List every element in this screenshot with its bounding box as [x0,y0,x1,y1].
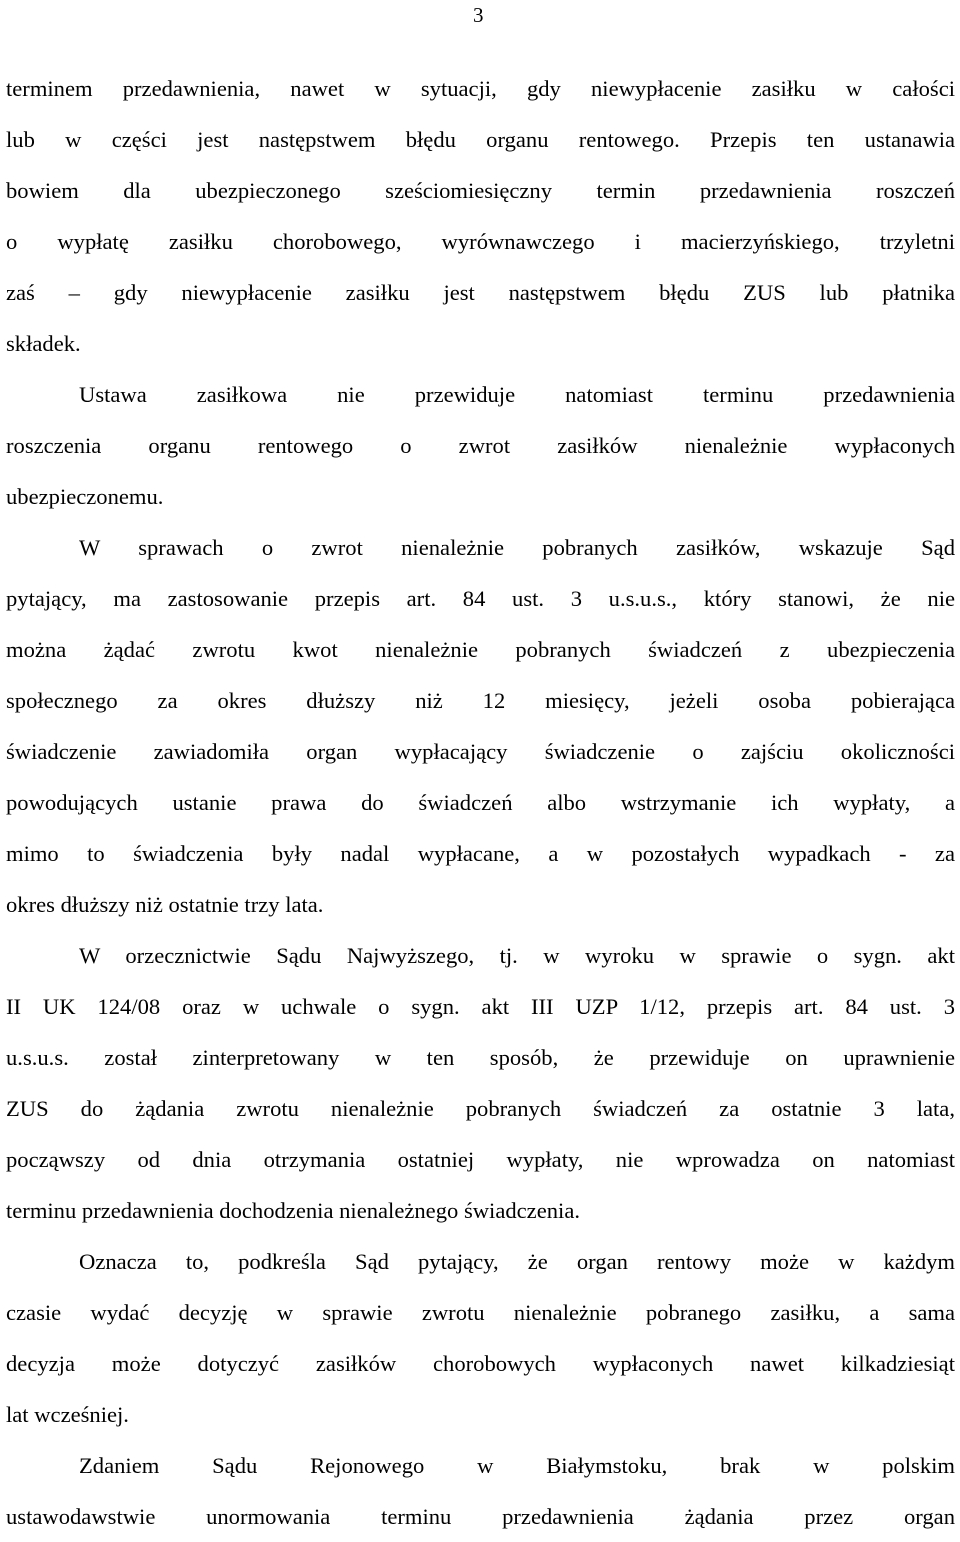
document-body [6,63,955,1542]
text-line: lub w części jest następstwem błędu organu rentowego. Przepis ten ustanawia [6,127,955,152]
paragraph [6,1236,955,1440]
text-line: II UK 124/08 oraz w uchwale o sygn. akt III UZP 1/12, przepis art. 84 ust. 3 [6,994,955,1019]
paragraph [6,522,955,930]
text-line: okres dłuższy niż ostatnie trzy lata. [6,892,324,917]
text-line: roszczenia organu rentowego o zwrot zasiłków nienależnie wypłaconych [6,433,955,458]
paragraph [6,63,955,369]
text-line: mimo to świadczenia były nadal wypłacane, a w pozostałych wypadkach - za [6,841,955,866]
text-line: bowiem dla ubezpieczonego sześciomiesięczny termin przedawnienia roszczeń [6,178,955,203]
text-line: ubezpieczonemu. [6,484,164,509]
text-line: świadczenie zawiadomiła organ wypłacający świadczenie o zajściu okoliczności [6,739,955,764]
page-number: 3 [473,3,484,27]
text-line: lat wcześniej. [6,1402,129,1427]
paragraph [6,1440,955,1542]
text-line: począwszy od dnia otrzymania ostatniej wypłaty, nie wprowadza on natomiast [6,1147,955,1172]
text-line: o wypłatę zasiłku chorobowego, wyrównawczego i macierzyńskiego, trzyletni [6,229,955,254]
text-line: zaś – gdy niewypłacenie zasiłku jest następstwem błędu ZUS lub płatnika [6,280,955,305]
text-line: ustawodawstwie unormowania terminu przedawnienia żądania przez organ [6,1504,955,1529]
text-line: Ustawa zasiłkowa nie przewiduje natomiast terminu przedawnienia [79,382,955,407]
text-line: Zdaniem Sądu Rejonowego w Białymstoku, brak w polskim [79,1453,955,1478]
text-line: Oznacza to, podkreśla Sąd pytający, że organ rentowy może w każdym [79,1249,955,1274]
text-line: powodujących ustanie prawa do świadczeń albo wstrzymanie ich wypłaty, a [6,790,955,815]
text-line: czasie wydać decyzję w sprawie zwrotu nienależnie pobranego zasiłku, a sama [6,1300,955,1325]
text-line: terminem przedawnienia, nawet w sytuacji, gdy niewypłacenie zasiłku w całości [6,76,955,101]
text-line: pytający, ma zastosowanie przepis art. 84 ust. 3 u.s.u.s., który stanowi, że nie [6,586,955,611]
text-line: ZUS do żądania zwrotu nienależnie pobranych świadczeń za ostatnie 3 lata, [6,1096,955,1121]
text-line: można żądać zwrotu kwot nienależnie pobranych świadczeń z ubezpieczenia [6,637,955,662]
text-line: społecznego za okres dłuższy niż 12 miesięcy, jeżeli osoba pobierająca [6,688,955,713]
text-line: u.s.u.s. został zinterpretowany w ten sposób, że przewiduje on uprawnienie [6,1045,955,1070]
text-line: W sprawach o zwrot nienależnie pobranych zasiłków, wskazuje Sąd [79,535,955,560]
text-line: W orzecznictwie Sądu Najwyższego, tj. w wyroku w sprawie o sygn. akt [79,943,955,968]
paragraph [6,930,955,1236]
text-line: decyzja może dotyczyć zasiłków chorobowych wypłaconych nawet kilkadziesiąt [6,1351,955,1376]
text-line: terminu przedawnienia dochodzenia nienależnego świadczenia. [6,1198,580,1223]
paragraph [6,369,955,522]
text-line: składek. [6,331,81,356]
